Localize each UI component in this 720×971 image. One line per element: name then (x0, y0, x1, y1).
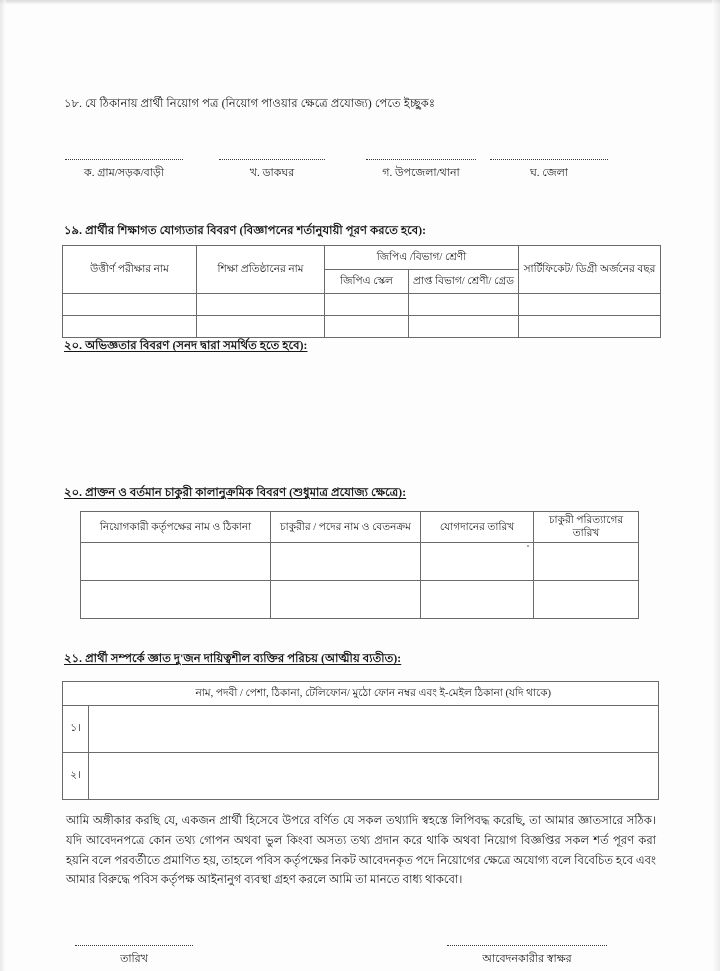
references-heading-text: ২১. প্রার্থী সম্পর্কে জ্ঞাত দু'জন দায়িত্বশীল ব্যক্তির পরিচয় (আত্মীয় ব্যতীত): (64, 653, 402, 665)
education-cell-exam-name[interactable] (63, 316, 197, 338)
references-col-details-header: নাম, পদবী / পেশা, ঠিকানা, টেলিফোন/ মুঠো ফোন নম্বর এবং ই-মেইল ঠিকানা (যদি থাকে) (89, 682, 659, 706)
education-cell-year[interactable] (519, 316, 661, 338)
references-table-wrapper (62, 681, 659, 800)
experience-section-heading (64, 337, 307, 356)
education-cell-institution[interactable] (197, 294, 325, 316)
address-field-line-upazila[interactable] (366, 159, 476, 160)
education-table-wrapper (62, 245, 661, 338)
employment-table-header-row (81, 512, 639, 543)
employment-cell-post-scale[interactable] (271, 581, 421, 619)
employment-cell-post-scale[interactable] (271, 543, 421, 581)
table-row (63, 294, 661, 316)
address-section-heading: ১৮. যে ঠিকানায় প্রার্থী নিয়োগ পত্র (নিয়োগ পাওয়ার ক্ষেত্রে প্রযোজ্য) পেতে ইচ্ছুকঃ (64, 98, 436, 110)
table-row (81, 543, 639, 581)
employment-col-join-date: যোগদানের তারিখ (421, 512, 534, 543)
education-cell-gpa-scale[interactable] (325, 316, 409, 338)
employment-col-post-scale: চাকুরীর / পদের নাম ও বেতনক্রম (271, 512, 421, 543)
date-signature-line[interactable] (75, 945, 193, 946)
address-field-line-village[interactable] (65, 159, 183, 160)
employment-heading-text: ২০. প্রাক্তন ও বর্তমান চাকুরী কালানুক্রমিক বিবরণ (শুধুমাত্র প্রযোজ্য ক্ষেত্রে): (64, 487, 407, 499)
scan-edge-left (0, 0, 6, 971)
employment-cell-join-date[interactable] (421, 543, 534, 581)
education-col-gpa-group: জিপিএ /বিভাগ/ শ্রেণী (325, 246, 519, 270)
employment-cell-employer[interactable] (81, 581, 271, 619)
employment-cell-employer[interactable] (81, 543, 271, 581)
address-field-line-postoffice[interactable] (219, 159, 325, 160)
experience-answer-area[interactable] (64, 355, 654, 465)
references-cell-details[interactable] (89, 753, 659, 800)
table-row (81, 581, 639, 619)
education-cell-year[interactable] (519, 294, 661, 316)
address-field-label-village: ক. গ্রাম/সড়ক/বাড়ী (84, 167, 164, 179)
references-section-heading (64, 650, 401, 669)
references-cell-details[interactable] (89, 706, 659, 753)
education-table (62, 245, 661, 338)
education-cell-institution[interactable] (197, 316, 325, 338)
declaration-text: আমি অঙ্গীকার করছি যে, একজন প্রার্থী হিসেবে উপরে বর্ণিত যে সকল তথ্যাদি স্বহস্তে লিপিবদ্ধ করেছি, তা আমার জ্ঞাতসারে সঠিক। যদি আবেদনপত্রে কোন তথ্য গোপন অথবা ভুল কিংবা অসত্য তথ্য প্রদান করে থাকি অথবা নিয়োগ বিজ্ঞপ্তির সকল শর্ত পূরণ করা হয়নি বলে পরবর্তীতে প্রমাণিত হয়, তাহলে পবিস কর্তৃপক্ষের নিকট আবেদনকৃত পদে নিয়োগের ক্ষেত্রে অযোগ্য বলে বিবেচিত হবে এবং আমার বিরুদ্ধে পবিস কর্তৃপক্ষ আইনানুগ ব্যবস্থা গ্রহণ করলে আমি তা মানতে বাধ্য থাকবো। (66, 815, 656, 887)
education-col-institution: শিক্ষা প্রতিষ্ঠানের নাম (197, 246, 325, 294)
education-cell-exam-name[interactable] (63, 294, 197, 316)
employment-cell-leave-date[interactable] (534, 543, 639, 581)
scan-speck (527, 545, 529, 547)
references-cell-index: ১। (63, 706, 89, 753)
references-col-index-header (63, 682, 89, 706)
employment-table-wrapper (80, 511, 639, 619)
list-item (63, 753, 659, 800)
date-signature-label: তারিখ (120, 953, 148, 965)
education-table-header-row (63, 246, 661, 270)
employment-col-leave-date: চাকুরী পরিত্যাগের তারিখ (534, 512, 639, 543)
address-field-label-postoffice: খ. ডাকঘর (249, 167, 295, 179)
education-col-exam-name: উত্তীর্ণ পরীক্ষার নাম (63, 246, 197, 294)
address-field-label-upazila: গ. উপজেলা/থানা (382, 167, 460, 179)
employment-cell-join-date[interactable] (421, 581, 534, 619)
scan-edge-right (712, 0, 720, 971)
applicant-signature-label: আবেদনকারীর স্বাক্ষর (482, 953, 572, 965)
education-cell-obtained[interactable] (409, 294, 519, 316)
education-cell-obtained[interactable] (409, 316, 519, 338)
applicant-signature-line[interactable] (447, 945, 607, 946)
education-col-year: সার্টিফিকেট/ ডিগ্রী অর্জনের বছর (519, 246, 661, 294)
education-cell-gpa-scale[interactable] (325, 294, 409, 316)
education-section-heading: ১৯. প্রার্থীর শিক্ষাগত যোগ্যতার বিবরণ (বিজ্ঞাপনের শর্তানুযায়ী পূরণ করতে হবে): (64, 225, 427, 237)
references-cell-index: ২। (63, 753, 89, 800)
education-col-obtained: প্রাপ্ত বিভাগ/ শ্রেণী/ গ্রেড (409, 270, 519, 294)
address-field-label-district: ঘ. জেলা (530, 167, 568, 179)
list-item (63, 706, 659, 753)
employment-table (80, 511, 639, 619)
table-row (63, 316, 661, 338)
employment-cell-leave-date[interactable] (534, 581, 639, 619)
employment-col-employer: নিয়োগকারী কর্তৃপক্ষের নাম ও ঠিকানা (81, 512, 271, 543)
scan-edge-top (0, 0, 720, 5)
references-table-header-row (63, 682, 659, 706)
education-col-gpa-scale: জিপিএ স্কেল (325, 270, 409, 294)
experience-heading-text: ২০. অভিজ্ঞতার বিবরণ (সনদ দ্বারা সমর্থিত হতে হবে): (64, 340, 308, 352)
address-field-line-district[interactable] (490, 159, 608, 160)
references-table (62, 681, 659, 800)
employment-section-heading (64, 484, 406, 503)
